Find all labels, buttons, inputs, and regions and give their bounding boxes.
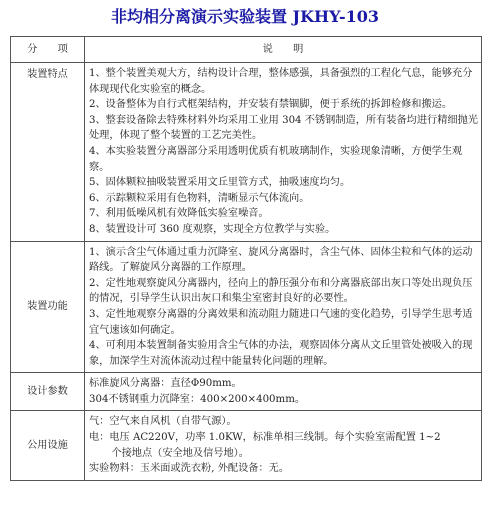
description-line: 标准旋风分离器：直径Φ90mm。: [89, 378, 242, 390]
description-line: 实验物料：玉米面或洗衣粉, 外配设备：无。: [89, 463, 290, 475]
description-line: 304不锈钢重力沉降室：400×200×400mm。: [89, 393, 306, 405]
row-description: [85, 63, 482, 242]
description-line: 气：空气来自风机（自带气源）。: [89, 416, 237, 428]
row-description: [85, 373, 482, 411]
description-line: 个接地点（安全地及信号地）。: [111, 447, 249, 459]
description-line: 2、定性地观察旋风分离器内，径向上的静压强分布和分离器底部出灰口等处出现负压的情况，引导学生认识出灰口和集尘室密封良好的必要性。: [89, 277, 473, 305]
description-line: 电：电压 AC220V，功率 1.0KW，标准单相三线制。每个实验室需配置 1~2: [89, 432, 441, 444]
description-line: 1、整个装置美观大方，结构设计合理，整体感强，具备强烈的工程化气息，能够充分体现现代化实验室的概念。: [89, 68, 473, 95]
row-category: 装置特点: [11, 63, 85, 242]
table-header-row: [11, 37, 482, 63]
description-line: 6、示踪颗粒采用有色物料，清晰显示气体流向。: [89, 192, 310, 204]
header-category: 分 项: [11, 37, 85, 63]
description-line: 8、装置设计可 360 度观察，实现全方位教学与实验。: [89, 223, 336, 235]
description-line: 1、演示含尘气体通过重力沉降室、旋风分离器时，含尘气体、固体尘粒和气体的运动路线。了解旋风分离器的工作原理。: [89, 246, 473, 274]
table-row: [11, 373, 482, 411]
description-line: 5、固体颗粒抽吸装置采用文丘里管方式，抽吸速度均匀。: [89, 177, 351, 189]
table-row: [11, 63, 482, 242]
description-line: 4、可利用本装置制备实验用含尘气体的办法，观察固体分离从文丘里管处被吸入的现象，加深学生对流体流动过程中能量转化问题的理解。: [89, 340, 473, 367]
row-category: 装置功能: [11, 241, 85, 373]
table-row: [11, 241, 482, 373]
row-category: 设计参数: [11, 373, 85, 411]
description-line: 3、定性地观察分离器的分离效果和流动阻力随进口气速的变化趋势，引导学生思考适宜气速该如何确定。: [89, 308, 473, 336]
header-description: 说 明: [85, 37, 482, 63]
table-row: [11, 411, 482, 480]
row-description: [85, 411, 482, 480]
description-line: 7、利用低噪风机有效降低实验室噪音。: [89, 208, 269, 220]
description-line: 3、整套设备除去特殊材料外均采用工业用 304 不锈钢制造，所有装备均进行精细抛光处理，体现了整个装置的工艺完美性。: [89, 114, 478, 142]
description-line: 2、设备整体为自行式框架结构，并安装有禁锢脚，便于系统的拆卸检修和搬运。: [89, 99, 453, 111]
description-line: 4、本实验装置分离器部分采用透明优质有机玻璃制作，实验现象清晰，方便学生观察。: [89, 145, 463, 173]
page-title: 非均相分离演示实验装置 JKHY-103: [110, 7, 380, 26]
row-description: [85, 241, 482, 373]
row-category: 公用设施: [11, 411, 85, 480]
spec-table: [10, 36, 482, 481]
